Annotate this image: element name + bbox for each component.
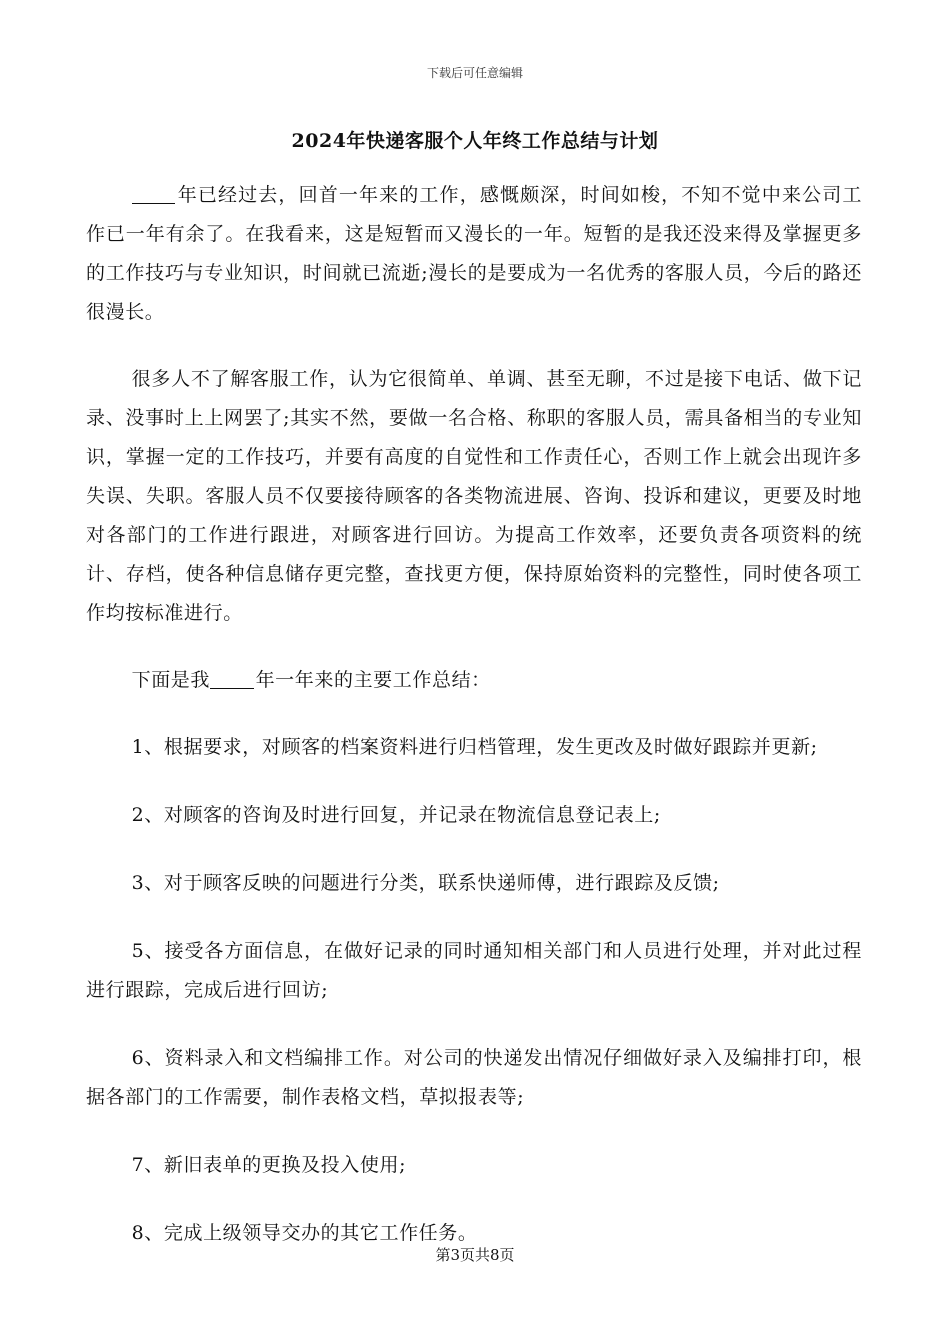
page-number: 第3页共8页 <box>435 1246 515 1264</box>
intro-paragraph-1-text: 年已经过去，回首一年来的工作，感慨颇深，时间如梭，不知不觉中来公司工作已一年有余了。在我看来，这是短暂而又漫长的一年。短暂的是我还没来得及掌握更多的工作技巧与专业知识，时间就已流逝;漫长的是要成为一名优秀的客服人员，今后的路还很漫长。 <box>86 184 862 323</box>
intro-paragraph-1 <box>86 176 862 332</box>
fill-blank <box>132 184 176 204</box>
summary-intro-prefix: 下面是我 <box>131 669 210 691</box>
page-header-note: 下载后可任意编辑 <box>426 66 523 80</box>
list-item: 1、根据要求，对顾客的档案资料进行归档管理，发生更改及时做好跟踪并更新; <box>131 736 818 758</box>
fill-blank <box>210 669 254 689</box>
document-title: 2024年快递客服个人年终工作总结与计划 <box>291 130 659 152</box>
summary-intro-suffix: 年一年来的主要工作总结： <box>255 669 491 691</box>
list-item: 3、对于顾客反映的问题进行分类，联系快递师傅，进行跟踪及反馈; <box>131 872 720 894</box>
summary-intro <box>86 661 862 700</box>
list-item: 6、资料录入和文档编排工作。对公司的快递发出情况仔细做好录入及编排打印，根据各部门的工作需要，制作表格文档，草拟报表等; <box>86 1047 862 1108</box>
list-item: 8、完成上级领导交办的其它工作任务。 <box>131 1222 478 1244</box>
list-item: 7、新旧表单的更换及投入使用; <box>131 1154 407 1176</box>
document-body <box>86 176 862 1282</box>
list-item: 2、对顾客的咨询及时进行回复，并记录在物流信息登记表上; <box>131 804 661 826</box>
intro-paragraph-2: 很多人不了解客服工作，认为它很简单、单调、甚至无聊，不过是接下电话、做下记录、没事时上上网罢了;其实不然，要做一名合格、称职的客服人员，需具备相当的专业知识，掌握一定的工作技巧，并要有高度的自觉性和工作责任心，否则工作上就会出现许多失误、失职。客服人员不仅要接待顾客的各类物流进展、咨询、投诉和建议，更要及时地对各部门的工作进行跟进，对顾客进行回访。为提高工作效率，还要负责各项资料的统计、存档，使各种信息储存更完整，查找更方便，保持原始资料的完整性，同时使各项工作均按标准进行。 <box>86 368 862 624</box>
list-item: 5、接受各方面信息，在做好记录的同时通知相关部门和人员进行处理，并对此过程进行跟踪，完成后进行回访; <box>86 940 862 1001</box>
